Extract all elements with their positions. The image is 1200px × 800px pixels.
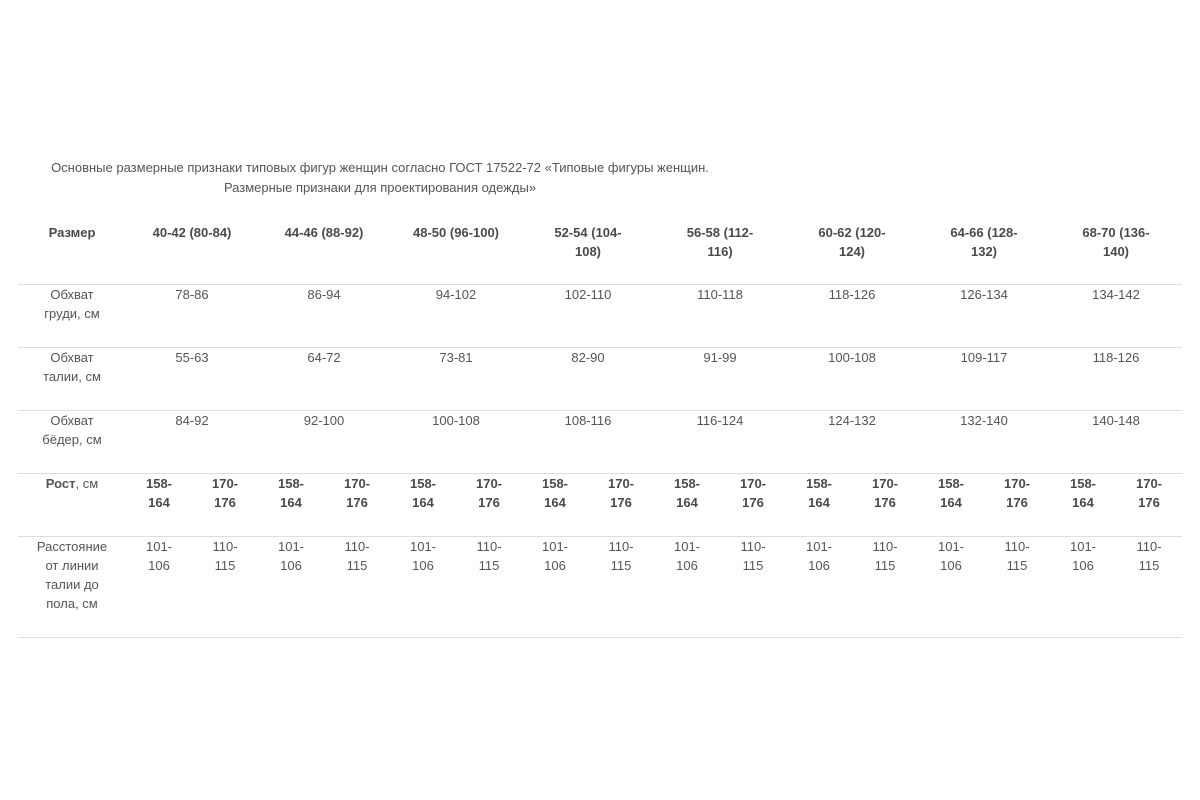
waist-row [18,347,1182,410]
header-label: Размер [18,223,126,284]
table-cell: 110-115 [192,536,258,637]
table-cell: 118-126 [786,284,918,347]
height-unit: , см [75,475,99,491]
table-cell: 132-140 [918,410,1050,473]
table-cell: 94-102 [390,284,522,347]
height-cell: 158-164 [654,473,720,536]
height-cell: 158-164 [390,473,456,536]
caption-line-1: Основные размерные признаки типовых фигур женщин согласно ГОСТ 17522-72 «Типовые фигуры женщин. [51,160,709,175]
table-cell: 64-72 [258,347,390,410]
table-cell: 92-100 [258,410,390,473]
table-cell: 101-106 [654,536,720,637]
table-cell: 101-106 [126,536,192,637]
height-cell: 158-164 [258,473,324,536]
size-table [18,223,1182,638]
table-cell: 140-148 [1050,410,1182,473]
table-cell: 101-106 [1050,536,1116,637]
table-cell: 91-99 [654,347,786,410]
table-cell: 73-81 [390,347,522,410]
height-cell: 158-164 [918,473,984,536]
table-cell: 101-106 [390,536,456,637]
table-cell: 86-94 [258,284,390,347]
table-cell: 124-132 [786,410,918,473]
table-cell: 78-86 [126,284,258,347]
size-header-cell: 52-54 (104-108) [522,223,654,284]
table-cell: 134-142 [1050,284,1182,347]
height-label: Рост [45,475,76,491]
table-cell: 108-116 [522,410,654,473]
table-cell: 110-115 [984,536,1050,637]
height-row [18,473,1182,536]
row-label: Расстояние от линии талии до пола, см [18,536,126,637]
row-label: Обхват талии, см [18,347,126,410]
height-cell: 170-176 [852,473,918,536]
table-cell: 110-115 [324,536,390,637]
size-header-cell: 60-62 (120-124) [786,223,918,284]
table-cell: 100-108 [786,347,918,410]
table-cell: 116-124 [654,410,786,473]
table-cell: 110-115 [720,536,786,637]
table-cell: 100-108 [390,410,522,473]
height-cell: 170-176 [720,473,786,536]
size-header-cell: 68-70 (136-140) [1050,223,1182,284]
table-cell: 55-63 [126,347,258,410]
table-cell: 84-92 [126,410,258,473]
chest-row [18,284,1182,347]
height-cell: 158-164 [1050,473,1116,536]
table-cell: 126-134 [918,284,1050,347]
height-cell: 170-176 [456,473,522,536]
height-cell: 158-164 [126,473,192,536]
caption-line-2: Размерные признаки для проектирования одежды» [223,180,537,195]
size-header-cell: 40-42 (80-84) [126,223,258,284]
row-label: Обхват груди, см [18,284,126,347]
height-cell: 170-176 [984,473,1050,536]
table-cell: 101-106 [522,536,588,637]
table-cell: 110-115 [456,536,522,637]
table-cell: 110-115 [588,536,654,637]
row-label: Обхват бёдер, см [18,410,126,473]
size-header-cell: 56-58 (112-116) [654,223,786,284]
height-cell: 170-176 [192,473,258,536]
height-cell: 170-176 [1116,473,1182,536]
table-cell: 110-118 [654,284,786,347]
size-header-cell: 64-66 (128-132) [918,223,1050,284]
distance-row [18,536,1182,637]
table-cell: 110-115 [852,536,918,637]
table-cell: 101-106 [918,536,984,637]
table-caption [0,158,760,198]
table-cell: 82-90 [522,347,654,410]
table-cell: 110-115 [1116,536,1182,637]
size-header-cell: 44-46 (88-92) [258,223,390,284]
height-cell: 158-164 [522,473,588,536]
height-cell: 170-176 [324,473,390,536]
table-cell: 109-117 [918,347,1050,410]
height-cell: 170-176 [588,473,654,536]
hips-row [18,410,1182,473]
table-cell: 101-106 [786,536,852,637]
table-cell: 118-126 [1050,347,1182,410]
table-cell: 102-110 [522,284,654,347]
size-header-cell: 48-50 (96-100) [390,223,522,284]
height-cell: 158-164 [786,473,852,536]
size-header-row [18,223,1182,284]
row-label [18,473,126,536]
table-cell: 101-106 [258,536,324,637]
